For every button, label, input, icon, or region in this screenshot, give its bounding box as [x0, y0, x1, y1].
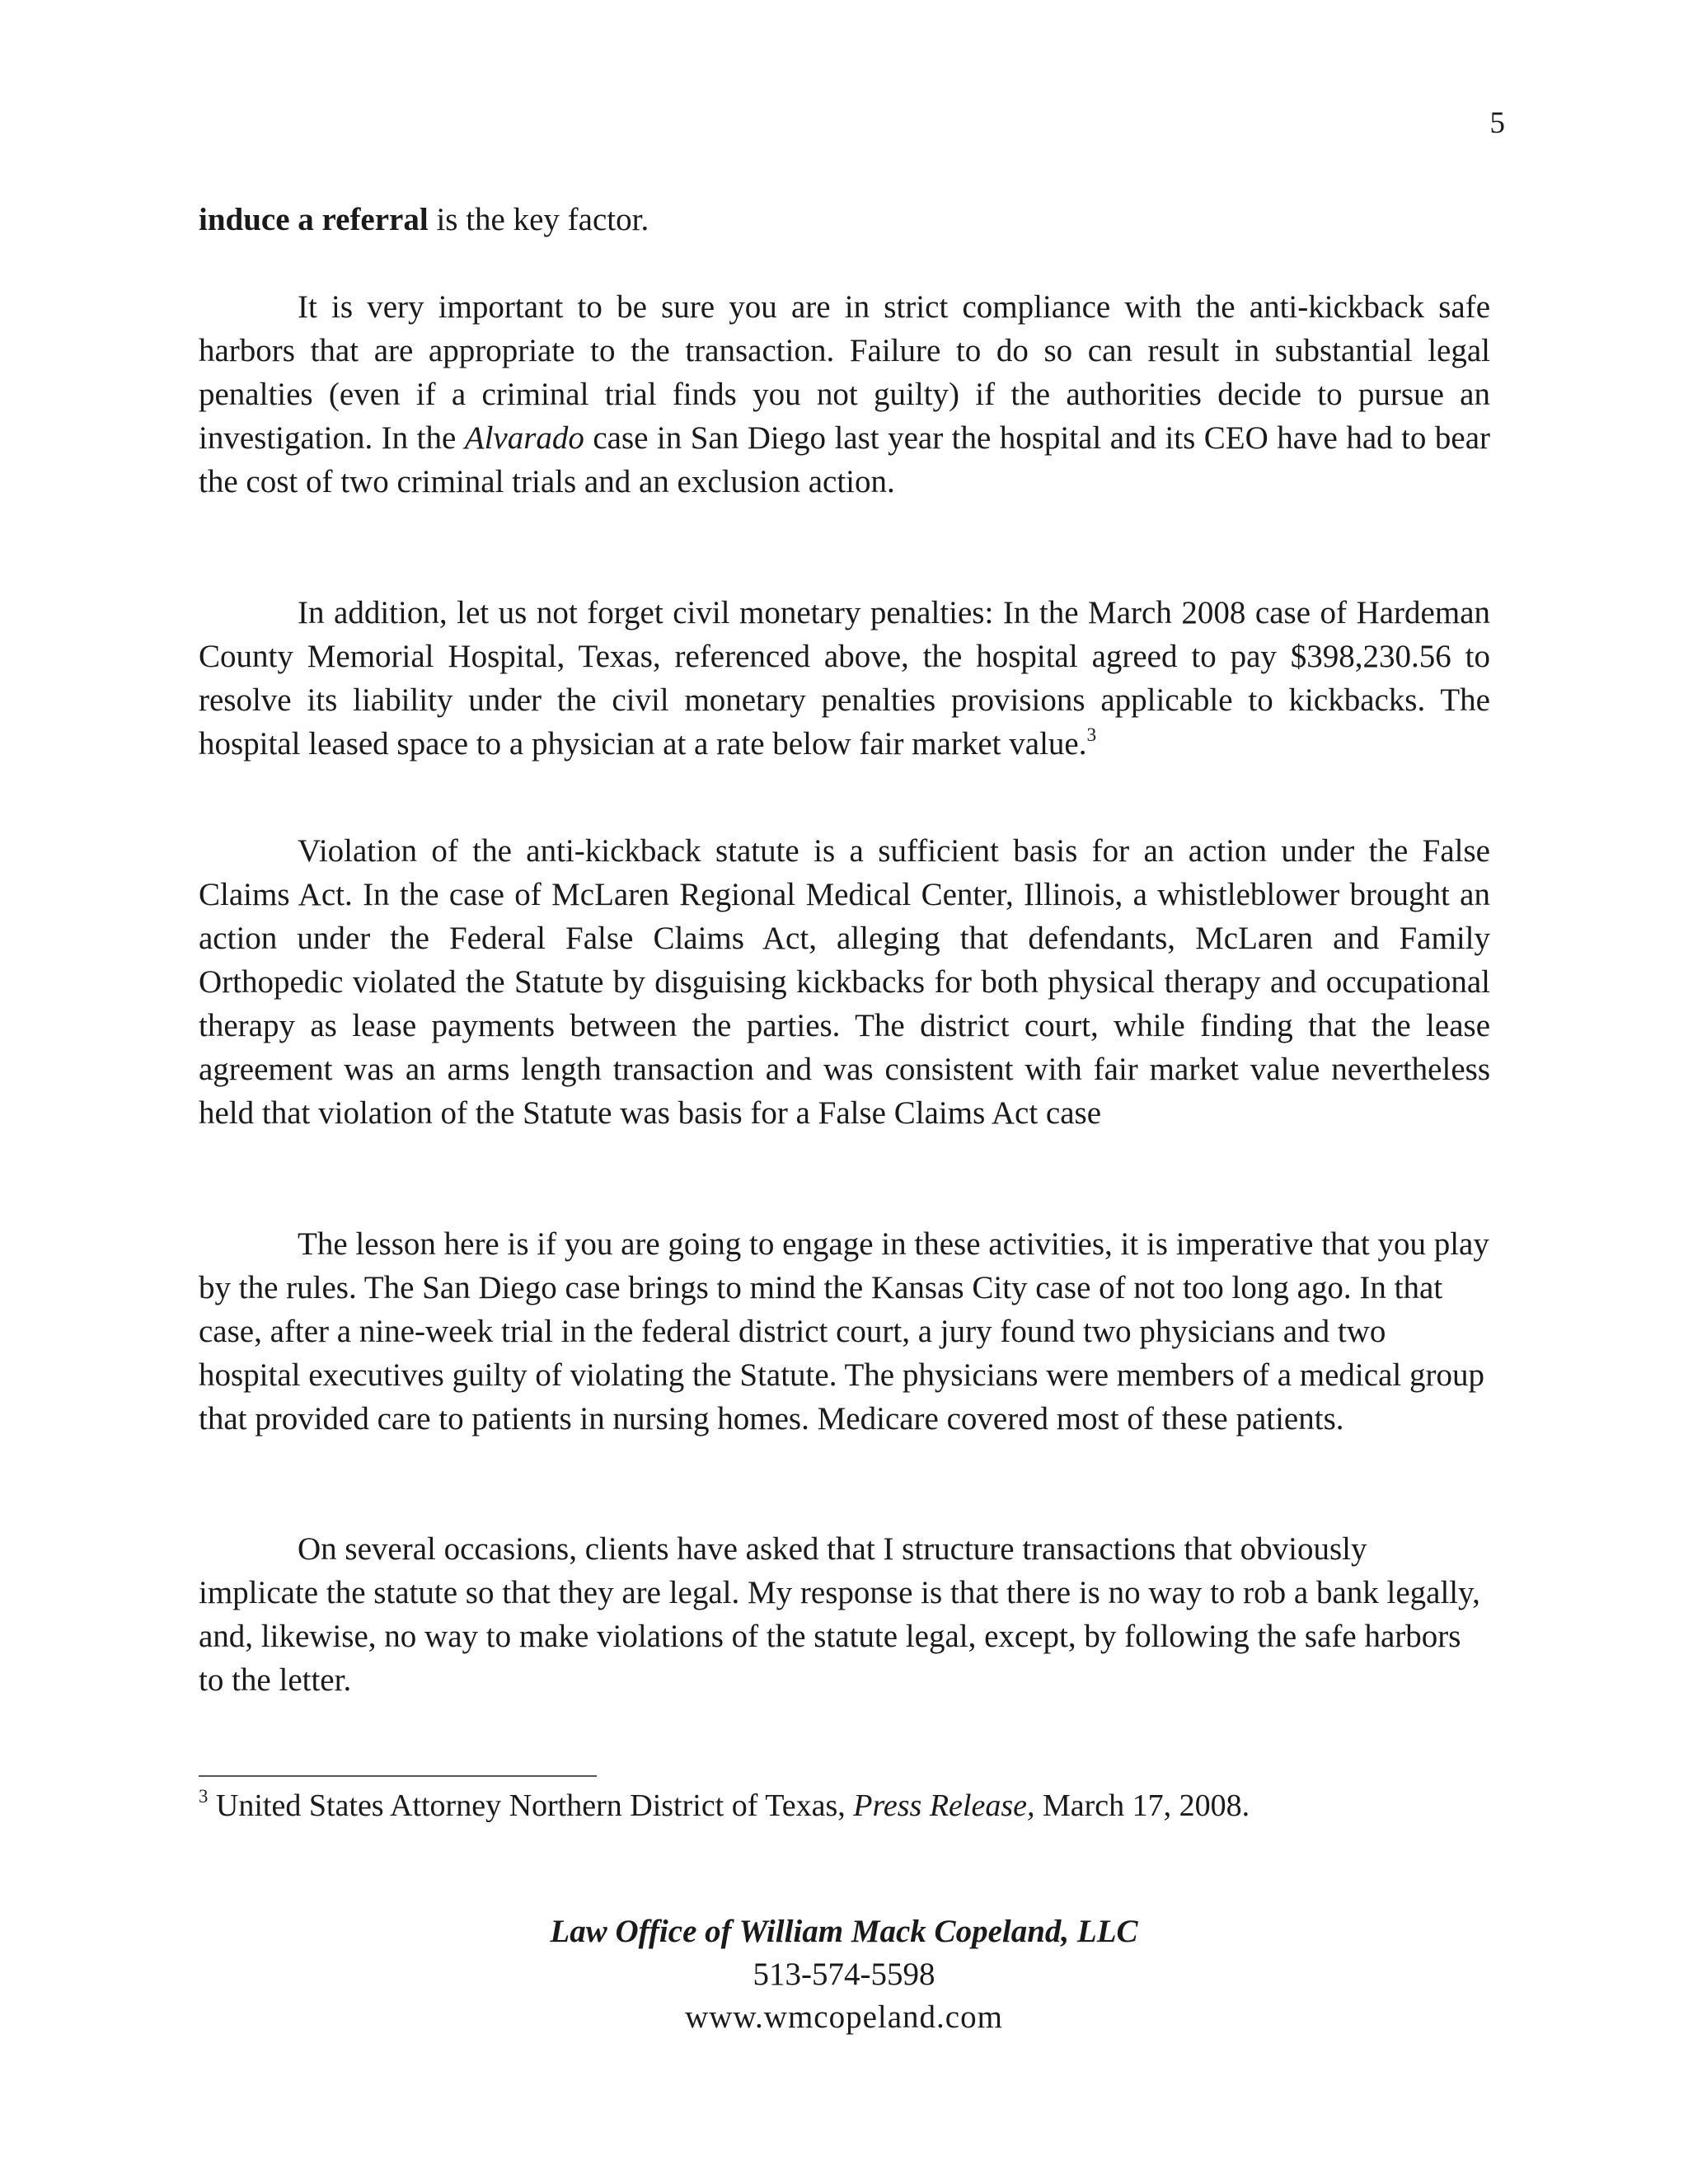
- paragraph-text: The lesson here is if you are going to engage in these activities, it is imperative that you play by the rules. The San Diego case brings to mind the Kansas City case of not too long ago. In that case, after a nine-week trial in the federal district court, a jury found two physicians and two hospital executives guilty of violating the Statute. The physicians were members of a medical group that provided care to patients in nursing homes. Medicare covered most of these patients.: [199, 1226, 1489, 1436]
- paragraph-text: It is very important to be sure you are in strict compliance with the anti-kickback safe harbors that are appropriate to the transaction. Failure to do so can result in substantial legal penalties (even if a criminal trial finds you not guilty) if the authorities decide to pursue an investigation. In the: [199, 289, 1490, 456]
- footer-website[interactable]: www.wmcopeland.com: [685, 1999, 1003, 2035]
- footnote-date: March 17, 2008.: [1034, 1788, 1250, 1823]
- footnote-number: 3: [199, 1786, 209, 1807]
- footnote-source: Press Release,: [853, 1788, 1035, 1823]
- paragraph-continuation: [199, 198, 1490, 241]
- paragraph-text: case in San Diego last year the hospital and its CEO have had to bear the cost of two criminal trials and an exclusion action.: [199, 420, 1490, 499]
- footnote-separator: [199, 1775, 597, 1777]
- page-number: 5: [1489, 106, 1505, 140]
- paragraph-text: Violation of the anti-kickback statute is a sufficient basis for an action under the False Claims Act. In the case of McLaren Regional Medical Center, Illinois, a whistleblower brought an action under the Federal False Claims Act, alleging that defendants, McLaren and Family Orthopedic violated the Statute by disguising kickbacks for both physical therapy and occupational therapy as lease payments between the parties. The district court, while finding that the lease agreement was an arms length transaction and was consistent with fair market value nevertheless held that violation of the Statute was basis for a False Claims Act case: [199, 833, 1490, 1131]
- footnote-text: United States Attorney Northern District of Texas,: [208, 1788, 854, 1823]
- footnote-reference[interactable]: 3: [1086, 724, 1097, 746]
- paragraph-text: In addition, let us not forget civil monetary penalties: In the March 2008 case of Hardeman County Memorial Hospital, Texas, referenced above, the hospital agreed to pay $398,230.56 to resolve its liability under the civil monetary penalties provisions applicable to kickbacks. The hospital leased space to a physician at a rate below fair market value.: [199, 595, 1490, 762]
- paragraph-civil-penalties: [199, 591, 1490, 766]
- case-name: Alvarado: [464, 420, 584, 456]
- paragraph-false-claims: [199, 829, 1490, 1135]
- footer-phone: 513-574-5598: [753, 1957, 935, 1992]
- paragraph-text: is the key factor.: [428, 202, 649, 237]
- footer-firm-name: Law Office of William Mack Copeland, LLC: [550, 1914, 1138, 1949]
- footnote: [199, 1784, 1490, 1827]
- bold-phrase: induce a referral: [199, 202, 429, 237]
- paragraph-lesson: [199, 1222, 1490, 1441]
- paragraph-clients: [199, 1527, 1490, 1702]
- paragraph-text: On several occasions, clients have asked that I structure transactions that obviously implicate the statute so that they are legal. My response is that there is no way to rob a bank legally, and, likewise, no way to make violations of the statute legal, except, by following the safe harbors to the letter.: [199, 1531, 1480, 1698]
- page-footer: [0, 1910, 1688, 2039]
- paragraph-safe-harbors: [199, 285, 1490, 504]
